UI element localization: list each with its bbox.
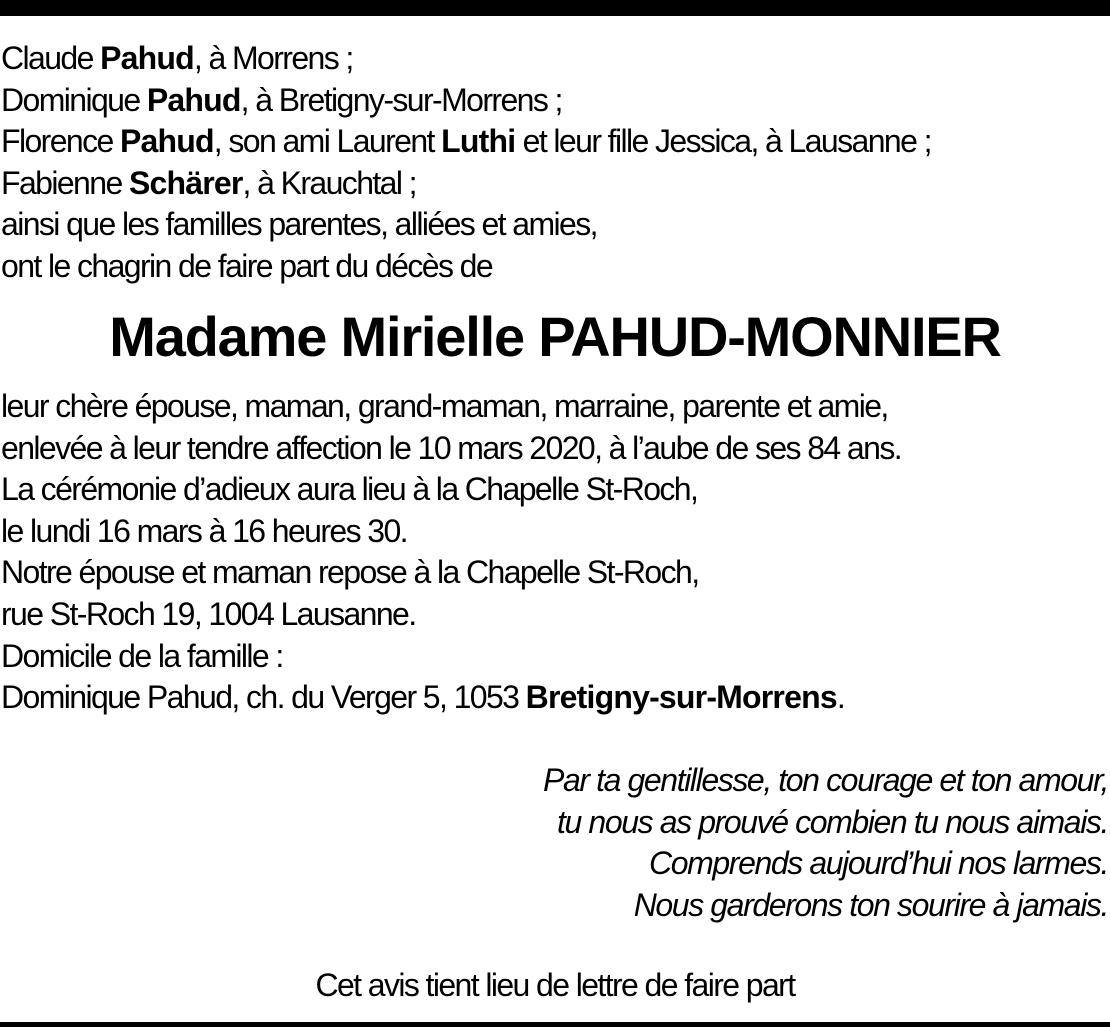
body-line: La cérémonie d’adieux aura lieu à la Chapelle St-Roch, xyxy=(1,471,698,508)
mourner-surname: Pahud xyxy=(120,123,214,160)
poem-line: Par ta gentillesse, ton courage et ton amour, xyxy=(543,762,1108,798)
address-town: Bretigny-sur-Morrens xyxy=(525,679,837,716)
mourner-companion: , son ami Laurent xyxy=(213,123,442,160)
bottom-border-rule xyxy=(0,1022,1110,1027)
body-line: Domicile de la famille : xyxy=(1,637,283,674)
mourner-location: , à Krauchtal ; xyxy=(242,164,416,201)
poem-line: Comprends aujourd’hui nos larmes. xyxy=(649,845,1108,882)
family-address xyxy=(1,677,1109,719)
families-line: ainsi que les familles parentes, alliées et amies, xyxy=(1,206,597,243)
address-period: . xyxy=(836,679,845,716)
mourner-surname: Pahud xyxy=(146,81,241,118)
mourners-list xyxy=(1,38,1109,288)
mourner-surname: Pahud xyxy=(100,40,194,76)
mourner-line xyxy=(1,38,1109,80)
mourner-location: , à Bretigny-sur-Morrens ; xyxy=(240,81,562,118)
mourner-first-name: Claude xyxy=(1,40,101,76)
memorial-poem xyxy=(308,760,1108,926)
mourner-location: et leur fille Jessica, à Lausanne ; xyxy=(515,123,931,160)
top-border-rule xyxy=(0,0,1110,16)
mourner-location: , à Morrens ; xyxy=(193,40,353,76)
closing-notice: Cet avis tient lieu de lettre de faire part xyxy=(315,967,795,1003)
poem-line: tu nous as prouvé combien tu nous aimais. xyxy=(557,803,1108,840)
obituary-body xyxy=(1,386,1109,719)
body-line: le lundi 16 mars à 16 heures 30. xyxy=(1,512,407,549)
mourner-surname: Schärer xyxy=(128,164,243,201)
mourner-first-name: Fabienne xyxy=(1,164,129,201)
mourner-line xyxy=(1,80,1109,122)
announcement-line: ont le chagrin de faire part du décès de xyxy=(1,247,493,284)
body-line: enlevée à leur tendre affection le 10 mars 2020, à l’aube de ses 84 ans. xyxy=(1,429,902,466)
mourner-first-name: Florence xyxy=(1,123,120,160)
mourner-first-name: Dominique xyxy=(1,81,147,118)
poem-line: Nous garderons ton sourire à jamais. xyxy=(633,886,1108,923)
mourner-companion-surname: Luthi xyxy=(441,123,516,160)
body-line: rue St-Roch 19, 1004 Lausanne. xyxy=(1,595,416,632)
address-street: Dominique Pahud, ch. du Verger 5, 1053 xyxy=(1,679,526,716)
mourner-line xyxy=(1,163,1109,205)
body-line: leur chère épouse, maman, grand-maman, marraine, parente et amie, xyxy=(1,388,888,424)
body-line: Notre épouse et maman repose à la Chapelle St-Roch, xyxy=(1,554,699,591)
mourner-line xyxy=(1,121,1109,163)
deceased-name: Madame Mirielle PAHUD-MONNIER xyxy=(109,305,1001,368)
